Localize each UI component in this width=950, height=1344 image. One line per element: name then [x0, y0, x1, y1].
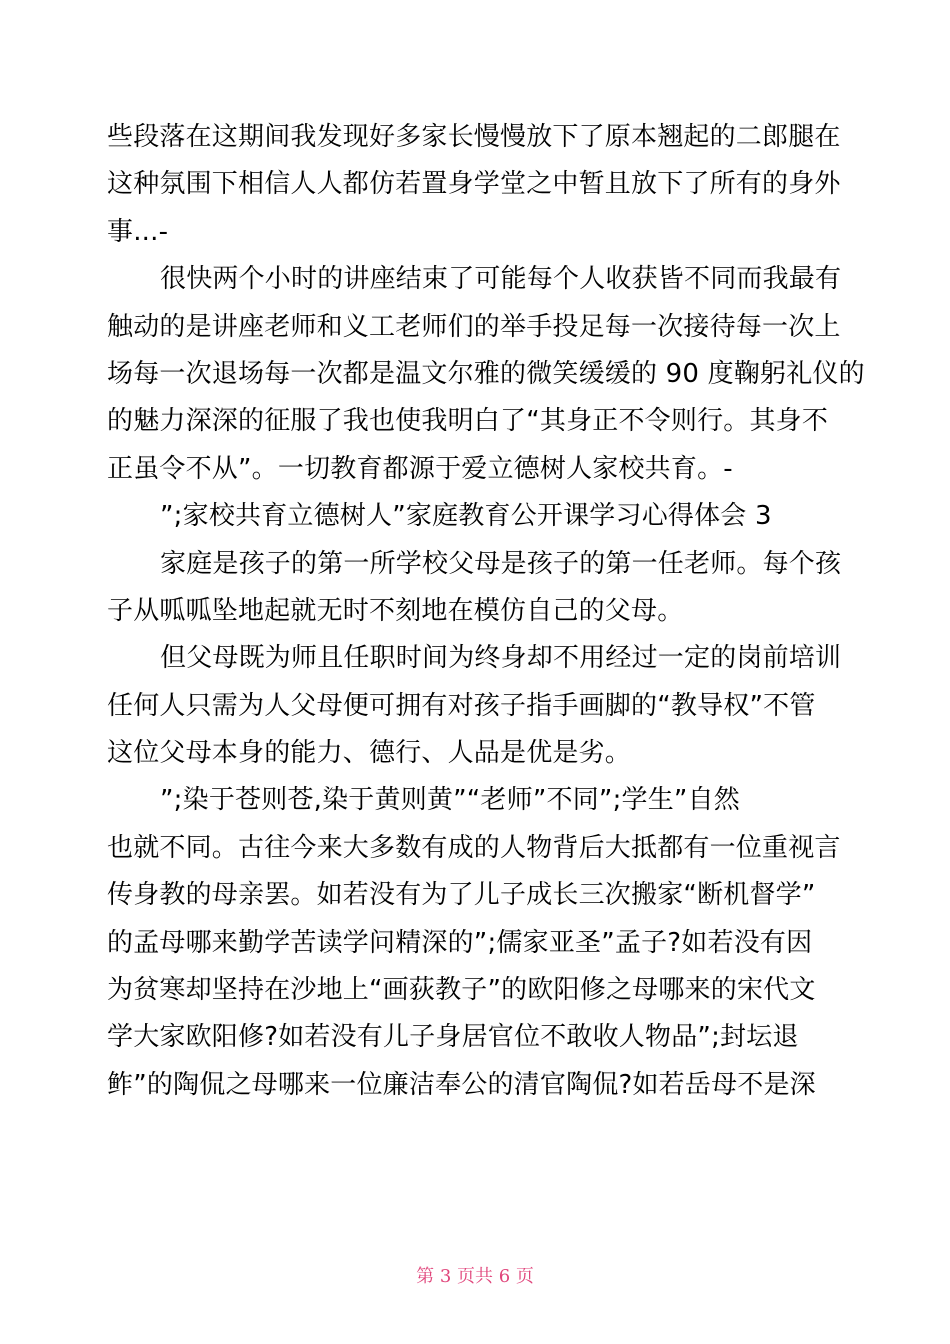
- text-line: 但父母既为师且任职时间为终身却不用经过一定的岗前培训: [160, 643, 842, 674]
- text-line: 场每一次退场每一次都是温文尔雅的微笑缓缓的 90 度鞠躬礼仪的: [107, 358, 865, 389]
- text-line: 家庭是孩子的第一所学校父母是孩子的第一任老师。每个孩: [160, 548, 842, 579]
- text-line: 子从呱呱坠地起就无时不刻地在模仿自己的父母。: [107, 595, 684, 626]
- text-line: 的孟母哪来勤学苦读学问精深的”;儒家亚圣”孟子?如若没有因: [107, 927, 813, 958]
- text-line: 鲊”的陶侃之母哪来一位廉洁奉公的清官陶侃?如若岳母不是深: [107, 1069, 816, 1100]
- text-line: 学大家欧阳修?如若没有儿子身居官位不敢收人物品”;封坛退: [107, 1022, 799, 1053]
- text-line: 任何人只需为人父母便可拥有对孩子指手画脚的“教导权”不管: [107, 690, 816, 721]
- text-line: ”;染于苍则苍,染于黄则黄”“老师”不同”;学生”自然: [160, 785, 741, 816]
- text-line: 很快两个小时的讲座结束了可能每个人收获皆不同而我最有: [160, 264, 842, 295]
- text-line: 正虽令不从”。一切教育都源于爱立德树人家校共育。-: [107, 453, 733, 484]
- text-line: 事...-: [107, 216, 169, 247]
- document-body: [107, 114, 865, 1109]
- text-line: 也就不同。古往今来大多数有成的人物背后大抵都有一位重视言: [107, 832, 841, 863]
- text-line: 些段落在这期间我发现好多家长慢慢放下了原本翘起的二郎腿在: [107, 122, 841, 152]
- text-line: 这种氛围下相信人人都仿若置身学堂之中暂且放下了所有的身外: [107, 169, 841, 200]
- text-line: 的魅力深深的征服了我也使我明白了“其身正不令则行。其身不: [107, 406, 829, 437]
- text-line: 为贫寒却坚持在沙地上“画荻教子”的欧阳修之母哪来的宋代文: [107, 975, 816, 1006]
- page-number-footer: 第 3 页共 6 页: [416, 1266, 534, 1287]
- text-line: 传身教的母亲罢。如若没有为了儿子成长三次搬家“断机督学”: [107, 880, 816, 911]
- text-line: 触动的是讲座老师和义工老师们的举手投足每一次接待每一次上: [107, 311, 841, 342]
- text-line: 这位父母本身的能力、德行、人品是优是劣。: [107, 738, 632, 769]
- section-heading-line: ”;家校共育立德树人”家庭教育公开课学习心得体会 3: [160, 501, 772, 532]
